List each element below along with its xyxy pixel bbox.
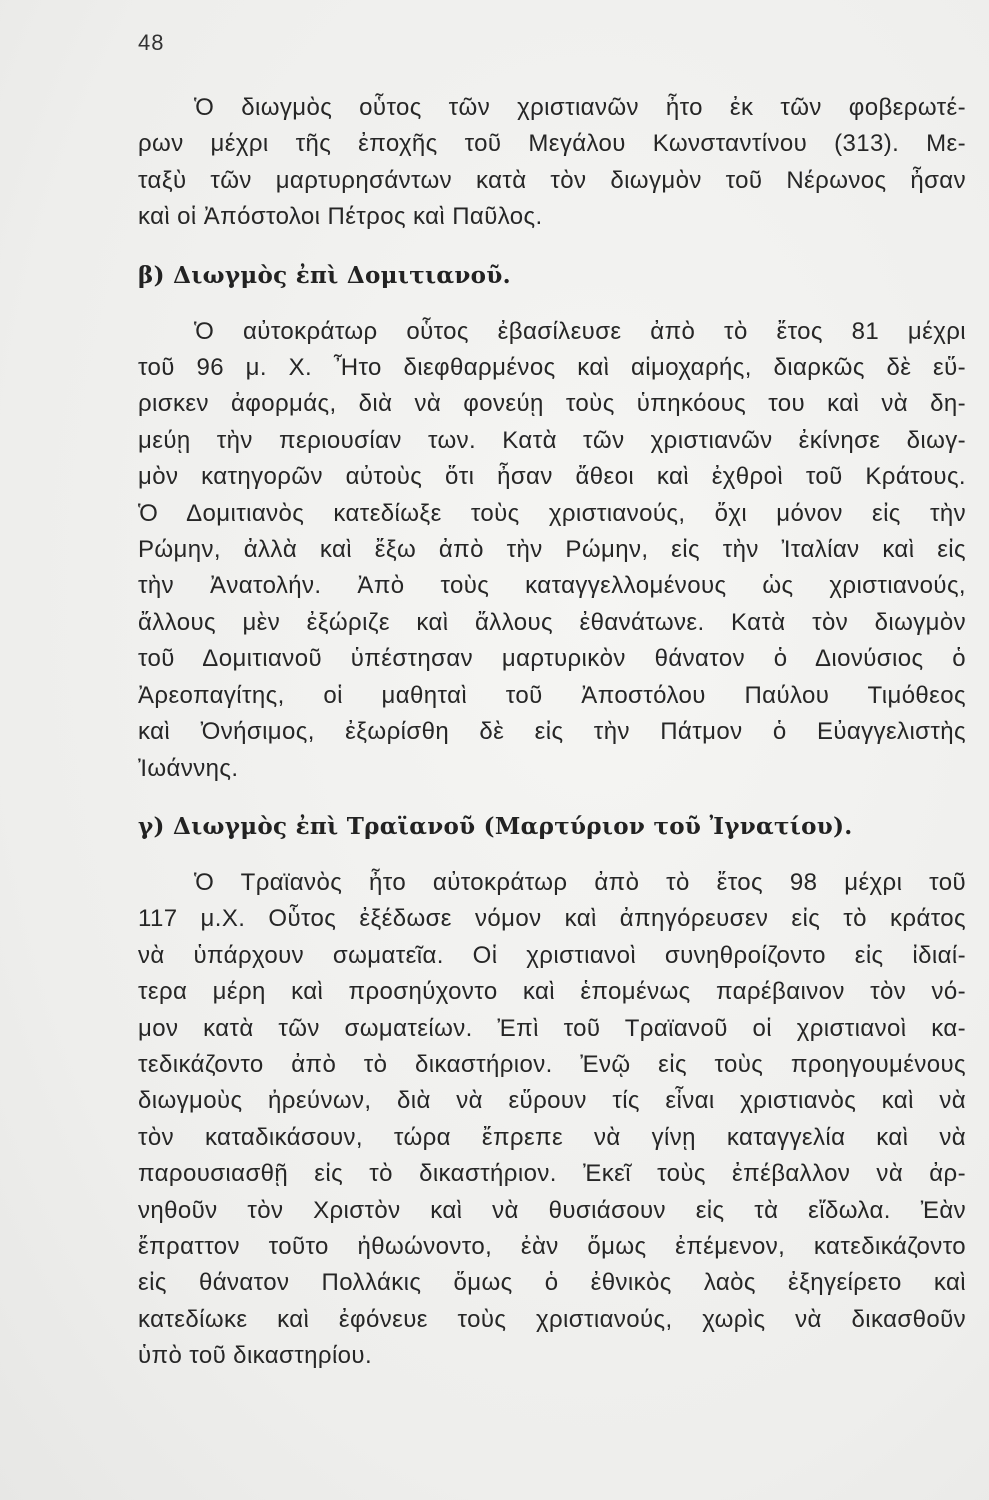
text-line: τὴν Ἀνατολήν. Ἀπὸ τοὺς καταγγελλομένους ὡς χριστιανούς,	[138, 572, 966, 600]
text-line: ρων μέχρι τῆς ἐποχῆς τοῦ Μεγάλου Κωνσταντίνου (313). Με-	[138, 130, 966, 158]
text-line: ὑπὸ τοῦ δικαστηρίου.	[138, 1342, 373, 1370]
text-line: μον κατὰ τῶν σωματείων. Ἐπὶ τοῦ Τραϊανοῦ οἱ χριστιανοὶ κα-	[138, 1014, 966, 1042]
text-line: νηθοῦν τὸν Χριστὸν καὶ νὰ θυσιάσουν εἰς τὰ εἴδωλα. Ἐὰν	[138, 1196, 966, 1224]
page-number: 48	[138, 30, 165, 55]
text-line: Ὁ Δομιτιανὸς κατεδίωξε τοὺς χριστιανούς, ὄχι μόνον εἰς τὴν	[138, 499, 966, 527]
text-line: τοῦ Δομιτιανοῦ ὑπέστησαν μαρτυρικὸν θάνατον ὁ Διονύσιος ὁ	[138, 645, 966, 673]
text-line: τοῦ 96 μ. Χ. Ἦτο διεφθαρμένος καὶ αἱμοχαρής, διαρκῶς δὲ εὕ-	[138, 354, 966, 382]
text-line: Ἀρεοπαγίτης, οἱ μαθηταὶ τοῦ Ἀποστόλου Παύλου Τιμόθεος	[138, 681, 966, 709]
text-line: Ὁ Τραϊανὸς ἦτο αὐτοκράτωρ ἀπὸ τὸ ἔτος 98 μέχρι τοῦ	[194, 868, 966, 896]
text-line: καὶ οἱ Ἀπόστολοι Πέτρος καὶ Παῦλος.	[138, 203, 543, 231]
text-line: κατεδίωκε καὶ ἐφόνευε τοὺς χριστιανούς, χωρὶς νὰ δικασθοῦν	[138, 1305, 966, 1333]
text-line: Ὁ αὐτοκράτωρ οὗτος ἐβασίλευσε ἀπὸ τὸ ἔτος 81 μέχρι	[194, 317, 966, 345]
text-line: μὸν κατηγορῶν αὐτοὺς ὅτι ἦσαν ἄθεοι καὶ ἐχθροὶ τοῦ Κράτους.	[138, 463, 966, 491]
text-line: εἰς θάνατον Πολλάκις ὅμως ὁ ἐθνικὸς λαὸς ἐξηγείρετο καὶ	[138, 1269, 966, 1297]
paragraph-domitian	[138, 314, 966, 787]
text-line: ἔπραττον τοῦτο ἠθωώνοντο, ἐὰν ὅμως ἐπέμενον, κατεδικάζοντο	[138, 1232, 966, 1260]
text-line: 117 μ.Χ. Οὗτος ἐξέδωσε νόμον καὶ ἀπηγόρευσεν εἰς τὸ κράτος	[138, 905, 966, 933]
text-line: τεδικάζοντο ἀπὸ τὸ δικαστήριον. Ἐνῷ εἰς τοὺς προηγουμένους	[138, 1050, 966, 1078]
text-line: τὸν καταδικάσουν, τώρα ἔπρεπε νὰ γίνῃ καταγγελία καὶ νὰ	[138, 1123, 966, 1151]
text-line: νὰ ὑπάρχουν σωματεῖα. Οἱ χριστιανοὶ συνηθροίζοντο εἰς ἰδιαί-	[138, 941, 966, 969]
section-heading-domitian: β) Διωγμὸς ἐπὶ Δομιτιανοῦ.	[138, 261, 511, 289]
text-line: ρισκεν ἀφορμάς, διὰ νὰ φονεύῃ τοὺς ὑπηκόους του καὶ νὰ δη-	[138, 390, 966, 418]
text-line: ἄλλους μὲν ἐξώριζε καὶ ἄλλους ἐθανάτωνε. Κατὰ τὸν διωγμὸν	[138, 608, 966, 636]
text-line: τερα μέρη καὶ προσηύχοντο καὶ ἑπομένως παρέβαινον τὸν νό-	[138, 978, 966, 1006]
text-line: Ἰωάννης.	[138, 754, 239, 782]
body-text	[138, 90, 966, 1375]
paragraph-trajan	[138, 865, 966, 1375]
text-line: ταξὺ τῶν μαρτυρησάντων κατὰ τὸν διωγμὸν τοῦ Νέρωνος ἦσαν	[138, 166, 966, 194]
text-line: μεύῃ τὴν περιουσίαν των. Κατὰ τῶν χριστιανῶν ἐκίνησε διωγ-	[138, 426, 966, 454]
section-heading-trajan: γ) Διωγμὸς ἐπὶ Τραϊανοῦ (Μαρτύριον τοῦ Ἰγνατίου).	[138, 812, 853, 840]
text-line: διωγμοὺς ἠρεύνων, διὰ νὰ εὕρουν τίς εἶναι χριστιανὸς καὶ νὰ	[138, 1087, 966, 1115]
text-line: Ρώμην, ἀλλὰ καὶ ἔξω ἀπὸ τὴν Ρώμην, εἰς τὴν Ἰταλίαν καὶ εἰς	[138, 536, 966, 564]
text-line: καὶ Ὀνήσιμος, ἐξωρίσθη δὲ εἰς τὴν Πάτμον ὁ Εὐαγγελιστὴς	[138, 718, 966, 746]
paragraph-persecution-nero-end	[138, 90, 966, 236]
text-line: παρουσιασθῇ εἰς τὸ δικαστήριον. Ἐκεῖ τοὺς ἐπέβαλλον νὰ ἀρ-	[138, 1160, 966, 1188]
text-line: Ὁ διωγμὸς οὗτος τῶν χριστιανῶν ἦτο ἐκ τῶν φοβερωτέ-	[194, 94, 966, 121]
